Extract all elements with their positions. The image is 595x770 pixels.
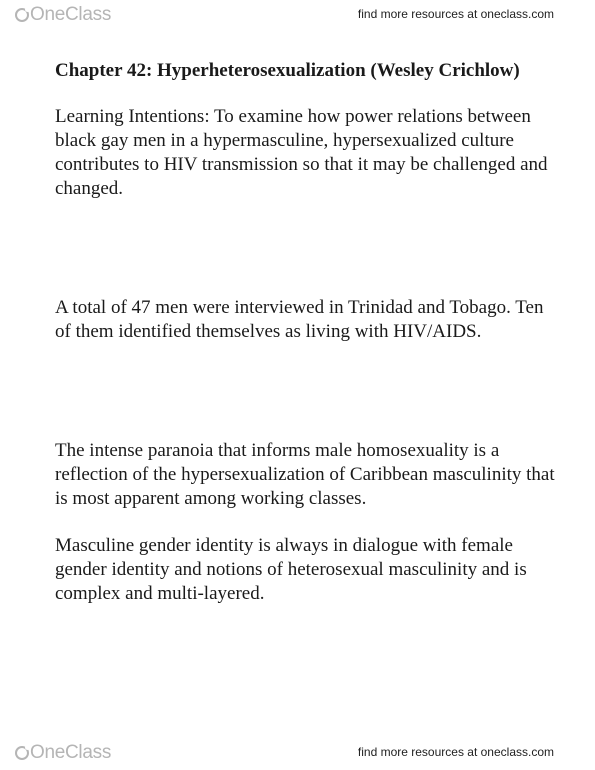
oneclass-logo[interactable]	[15, 4, 111, 26]
paragraph-interview-summary: A total of 47 men were interviewed in Trinidad and Tobago. Ten of them identified themselves as living with HIV/AIDS.	[55, 297, 544, 342]
find-more-resources-link[interactable]: find more resources at oneclass.com	[357, 7, 554, 21]
find-more-resources-link-footer[interactable]: find more resources at oneclass.com	[357, 745, 554, 759]
paragraph-masculine-identity: Masculine gender identity is always in dialogue with female gender identity and notions of heterosexual masculinity and is complex and multi-layered.	[55, 535, 527, 604]
oneclass-logo-icon	[15, 8, 29, 22]
header-bar	[0, 0, 595, 30]
logo-text: OneClass	[30, 742, 112, 763]
chapter-title: Chapter 42: Hyperheterosexualization (Wesley Crichlow)	[55, 60, 520, 81]
paragraph-paranoia: The intense paranoia that informs male homosexuality is a reflection of the hypersexualization of Caribbean masculinity that is most apparent among working classes.	[55, 440, 555, 509]
logo-text: OneClass	[30, 4, 112, 25]
footer-bar	[0, 738, 595, 768]
paragraph-learning-intentions: Learning Intentions: To examine how power relations between black gay men in a hypermasculine, hypersexualized culture contributes to HIV transmission so that it may be challenged and changed.	[55, 106, 548, 199]
oneclass-logo-icon	[15, 746, 29, 760]
document-body	[55, 58, 555, 606]
oneclass-logo-footer[interactable]	[15, 742, 111, 764]
